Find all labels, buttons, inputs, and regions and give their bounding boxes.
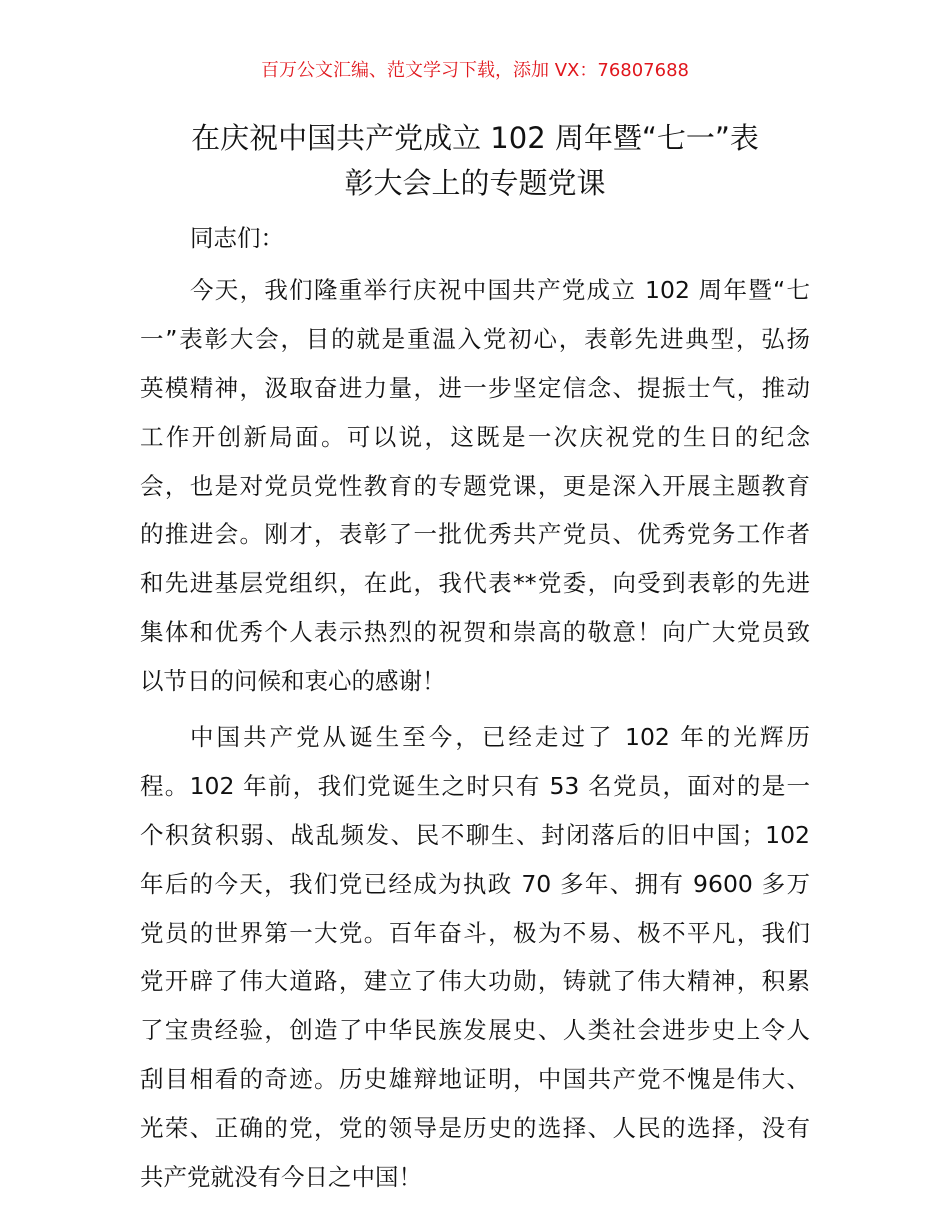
paragraph bbox=[140, 270, 810, 710]
watermark-header: 百万公文汇编、范文学习下载，添加 VX：76807688 bbox=[261, 60, 689, 81]
paragraph-line: 刮目相看的奇迹。历史雄辩地证明，中国共产党不愧是伟大、 bbox=[140, 1065, 810, 1094]
paragraph-line: 年后的今天，我们党已经成为执政 70 多年、拥有 9600 多万 bbox=[140, 869, 810, 898]
paragraph-line: 程。102 年前，我们党诞生之时只有 53 名党员，面对的是一 bbox=[140, 771, 810, 800]
paragraph-line: 的推进会。刚才，表彰了一批优秀共产党员、优秀党务工作者 bbox=[140, 520, 810, 549]
paragraph-line: 今天，我们隆重举行庆祝中国共产党成立 102 周年暨“七 bbox=[190, 276, 810, 304]
paragraph-line: 会，也是对党员党性教育的专题党课，更是深入开展主题教育 bbox=[140, 471, 810, 500]
paragraph-line: 工作开创新局面。可以说，这既是一次庆祝党的生日的纪念 bbox=[140, 422, 810, 451]
paragraph bbox=[140, 717, 810, 1206]
paragraph-line: 共产党就没有今日之中国！ bbox=[140, 1163, 422, 1192]
paragraph-line: 中国共产党从诞生至今，已经走过了 102 年的光辉历 bbox=[190, 723, 810, 752]
paragraph-line: 英模精神，汲取奋进力量，进一步坚定信念、提振士气，推动 bbox=[140, 373, 810, 402]
paragraph-line: 党员的世界第一大党。百年奋斗，极为不易、极不平凡，我们 bbox=[140, 918, 810, 947]
paragraph-line: 以节日的问候和衷心的感谢！ bbox=[140, 667, 446, 696]
paragraph-line: 集体和优秀个人表示热烈的祝贺和崇高的敬意！向广大党员致 bbox=[140, 618, 810, 647]
paragraph-line: 和先进基层党组织，在此，我代表**党委，向受到表彰的先进 bbox=[140, 569, 810, 598]
document-title-line-2: 彰大会上的专题党课 bbox=[344, 166, 606, 200]
paragraph-line: 了宝贵经验，创造了中华民族发展史、人类社会进步史上令人 bbox=[140, 1016, 810, 1045]
document-title-line-1: 在庆祝中国共产党成立 102 周年暨“七一”表 bbox=[191, 121, 759, 155]
paragraph-line: 一”表彰大会，目的就是重温入党初心，表彰先进典型，弘扬 bbox=[140, 324, 810, 353]
document-body bbox=[140, 218, 810, 1213]
paragraph-line: 党开辟了伟大道路，建立了伟大功勋，铸就了伟大精神，积累 bbox=[140, 967, 810, 996]
paragraph-line: 光荣、正确的党，党的领导是历史的选择、人民的选择，没有 bbox=[140, 1114, 810, 1143]
paragraph-line: 个积贫积弱、战乱频发、民不聊生、封闭落后的旧中国；102 bbox=[140, 820, 810, 849]
greeting: 同志们： bbox=[190, 224, 284, 252]
